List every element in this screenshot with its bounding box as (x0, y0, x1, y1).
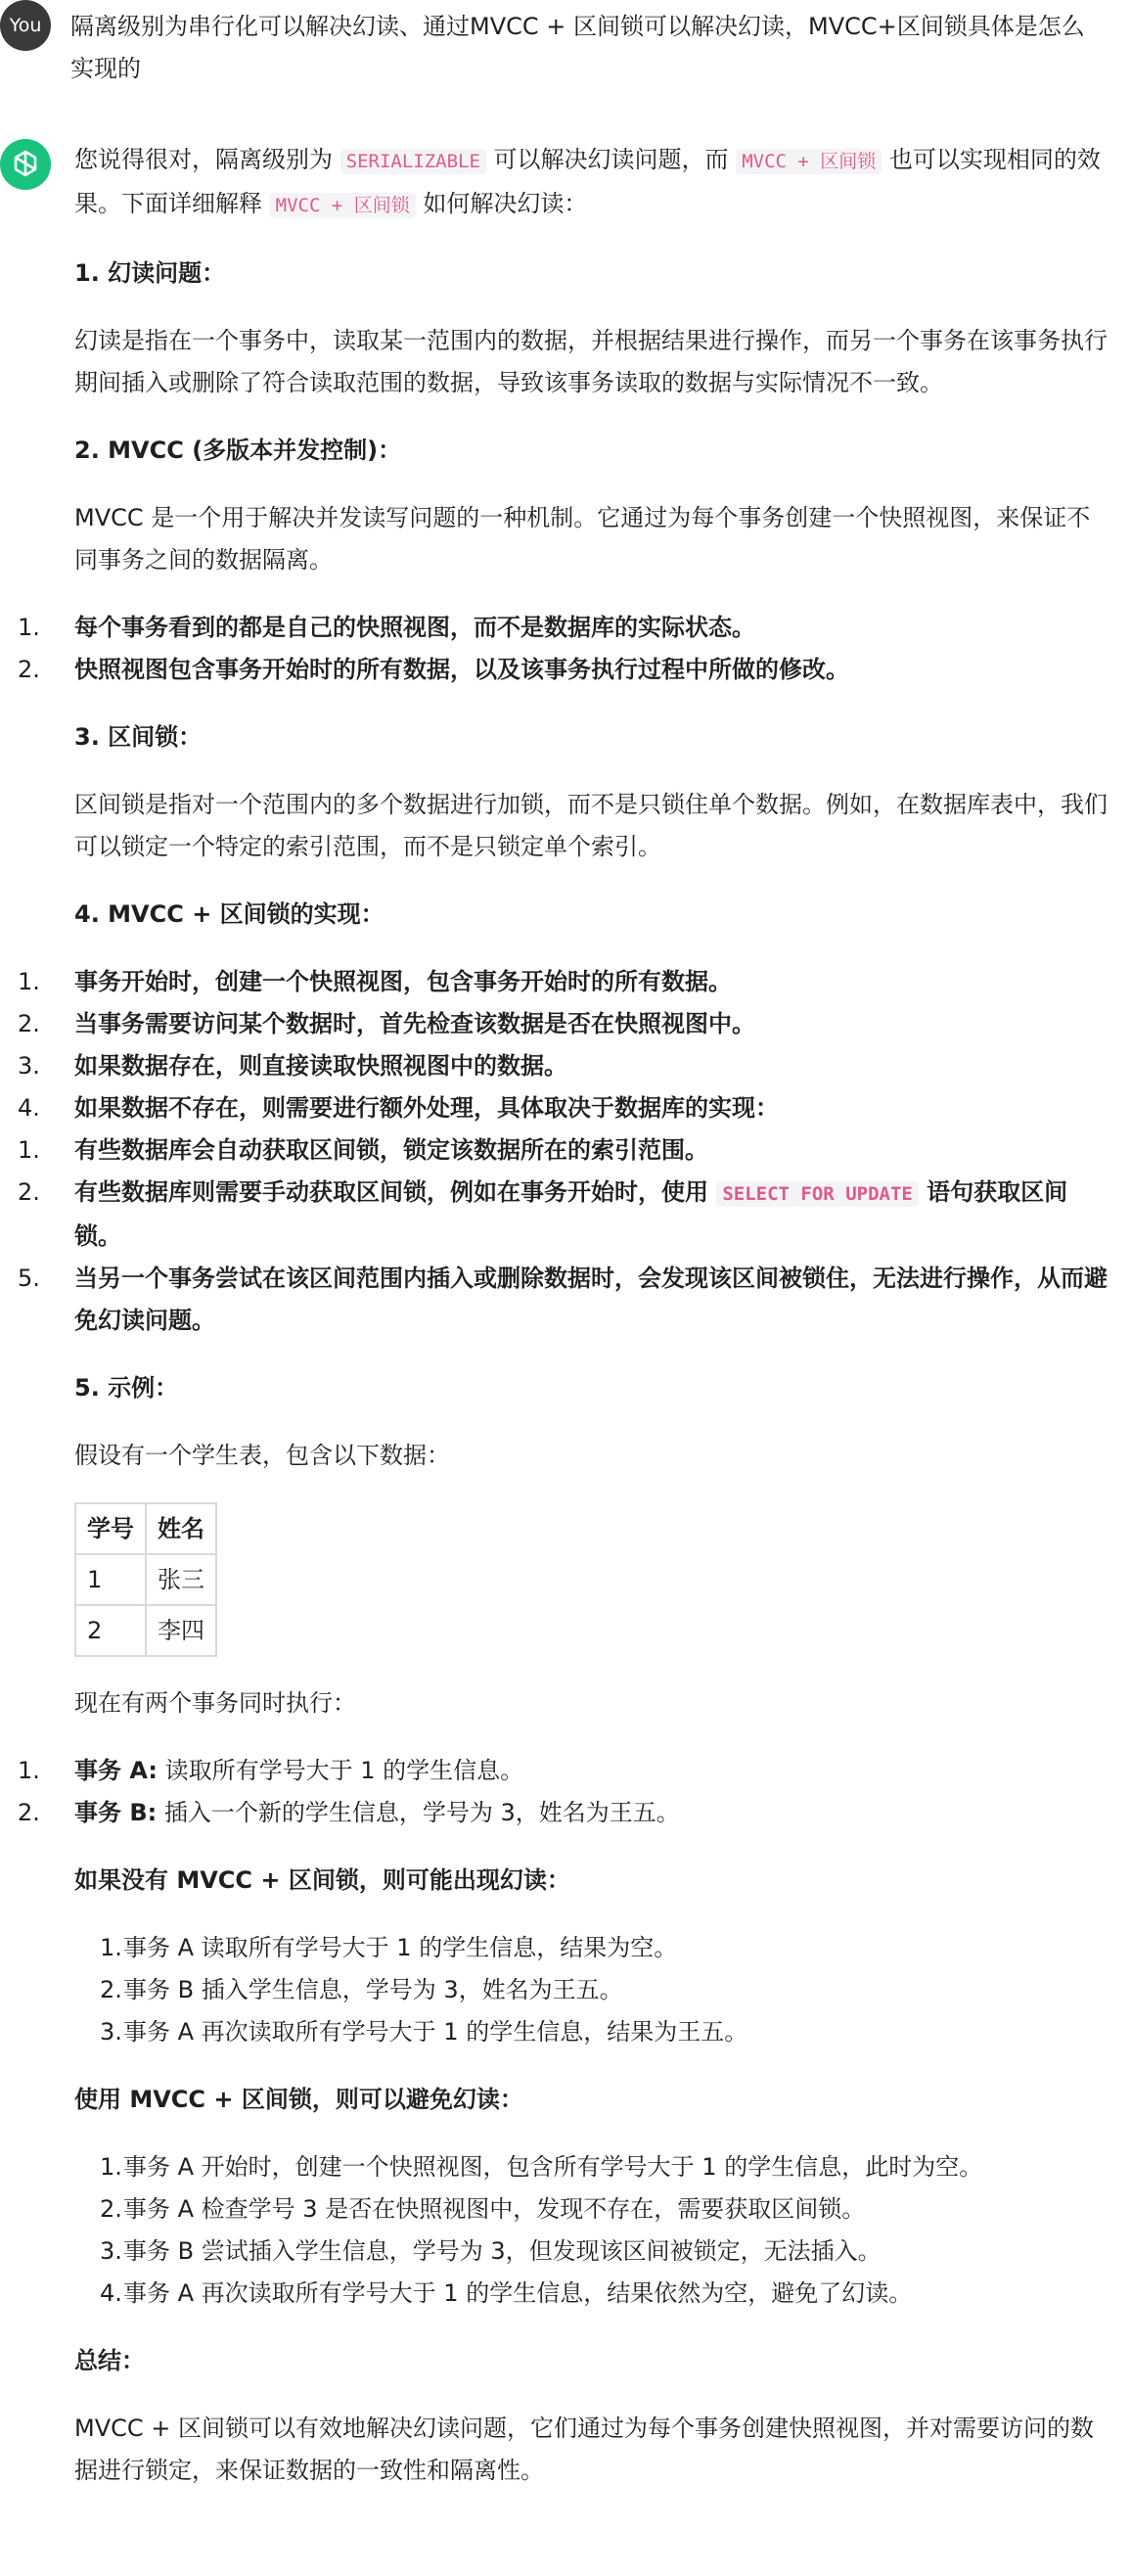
chatgpt-logo-icon (0, 139, 51, 190)
table-row (75, 1605, 216, 1656)
table-header-cell: 学号 (75, 1503, 146, 1554)
list-item: 2. 事务 A 检查学号 3 是否在快照视图中，发现不存在，需要获取区间锁。 (100, 2195, 866, 2223)
user-avatar-label: You (9, 15, 42, 36)
list-item: 2. 有些数据库则需要手动获取区间锁，例如在事务开始时，使用 SELECT FOR UPDATE 语句获取区间锁。 (18, 1178, 1068, 1250)
section-4-heading: 4. MVCC + 区间锁的实现： (74, 900, 385, 928)
student-table (74, 1502, 217, 1657)
section-1-heading: 1. 幻读问题： (74, 259, 226, 287)
list-item: 2. 快照视图包含事务开始时的所有数据，以及该事务执行过程中所做的修改。 (18, 656, 849, 683)
list-item: 3. 事务 A 再次读取所有学号大于 1 的学生信息，结果为王五。 (100, 2018, 748, 2046)
table-cell: 李四 (146, 1605, 216, 1656)
section-5-text: 假设有一个学生表，包含以下数据： (74, 1442, 450, 1469)
list-item: 3. 如果数据存在，则直接读取快照视图中的数据。 (18, 1052, 567, 1080)
section-3-text: 区间锁是指对一个范围内的多个数据进行加锁，而不是只锁住单个数据。例如，在数据库表中，我们可以锁定一个特定的索引范围，而不是只锁定单个索引。 (74, 791, 1108, 860)
list-item: 1. 事务 A 读取所有学号大于 1 的学生信息，结果为空。 (100, 1934, 678, 1961)
list-item: 1. 有些数据库会自动获取区间锁，锁定该数据所在的索引范围。 (18, 1136, 708, 1164)
implementation-list (0, 961, 1108, 1342)
no-lock-heading: 如果没有 MVCC + 区间锁，则可能出现幻读： (74, 1866, 570, 1894)
section-2-text: MVCC 是一个用于解决并发读写问题的一种机制。它通过为每个事务创建一个快照视图，来保证不同事务之间的数据隔离。 (74, 504, 1091, 574)
with-lock-heading: 使用 MVCC + 区间锁，则可以避免幻读： (74, 2086, 523, 2113)
section-5-text-2: 现在有两个事务同时执行： (74, 1689, 356, 1717)
list-item: 1. 事务开始时，创建一个快照视图，包含事务开始时的所有数据。 (18, 968, 732, 995)
section-3-heading: 3. 区间锁： (74, 723, 203, 751)
summary-heading: 总结： (74, 2347, 145, 2374)
section-1-text: 幻读是指在一个事务中，读取某一范围内的数据，并根据结果进行操作，而另一个事务在该事务执行期间插入或删除了符合读取范围的数据，导致该事务读取的数据与实际情况不一致。 (74, 327, 1108, 396)
intro-text-3: 也可以实现相同的效果。下面详细解释 (74, 146, 1101, 217)
mvcc-list (0, 607, 1108, 691)
list-item: 2. 事务 B 插入学生信息，学号为 3，姓名为王五。 (100, 1976, 623, 2003)
list-item: 4. 如果数据不存在，则需要进行额外处理，具体取决于数据库的实现： (18, 1094, 779, 1122)
transaction-list (0, 1750, 1108, 1834)
table-header-cell: 姓名 (146, 1503, 216, 1554)
table-row (75, 1554, 216, 1605)
user-avatar (0, 0, 51, 51)
table-cell: 张三 (146, 1554, 216, 1605)
inline-code-mvcc-1: MVCC + 区间锁 (736, 149, 882, 174)
intro-text-2: 可以解决幻读问题，而 (485, 146, 737, 173)
intro-text-4: 如何解决幻读： (415, 190, 588, 217)
inline-code-serializable: SERIALIZABLE (340, 149, 486, 174)
table-header-row (75, 1503, 216, 1554)
table-cell: 1 (75, 1554, 146, 1605)
assistant-message-body (18, 139, 1108, 2492)
list-item: 2. 当事务需要访问某个数据时，首先检查该数据是否在快照视图中。 (18, 1010, 755, 1037)
section-2-heading: 2. MVCC (多版本并发控制)： (74, 437, 402, 464)
intro-paragraph (74, 139, 1108, 227)
list-item: 4. 事务 A 再次读取所有学号大于 1 的学生信息，结果依然为空，避免了幻读。 (100, 2279, 913, 2307)
inline-code-select-for-update: SELECT FOR UPDATE (716, 1181, 918, 1207)
no-lock-list (100, 1927, 1108, 2053)
inline-code-mvcc-2: MVCC + 区间锁 (270, 193, 416, 218)
openai-knot-icon (9, 148, 42, 181)
list-item: 3. 事务 B 尝试插入学生信息，学号为 3，但发现该区间被锁定，无法插入。 (100, 2237, 882, 2265)
list-item: 1. 事务 A 开始时，创建一个快照视图，包含所有学号大于 1 的学生信息，此时为空。 (100, 2153, 983, 2181)
section-5-heading: 5. 示例： (74, 1374, 179, 1402)
list-item: 5. 当另一个事务尝试在该区间范围内插入或删除数据时，会发现该区间被锁住，无法进行操作，从而避免幻读问题。 (18, 1265, 1108, 1334)
list-item: 2. 事务 B: 插入一个新的学生信息，学号为 3，姓名为王五。 (18, 1799, 680, 1826)
list-item: 1. 每个事务看到的都是自己的快照视图，而不是数据库的实际状态。 (18, 614, 755, 641)
user-message-text: 隔离级别为串行化可以解决幻读、通过MVCC + 区间锁可以解决幻读，MVCC+区间锁具体是怎么实现的 (70, 13, 1085, 82)
intro-text-1: 您说得很对，隔离级别为 (74, 146, 340, 173)
summary-text: MVCC + 区间锁可以有效地解决幻读问题，它们通过为每个事务创建快照视图，并对需要访问的数据进行锁定，来保证数据的一致性和隔离性。 (74, 2415, 1095, 2484)
table-cell: 2 (75, 1605, 146, 1656)
list-item: 1. 事务 A: 读取所有学号大于 1 的学生信息。 (18, 1757, 524, 1784)
with-lock-list (100, 2146, 1108, 2315)
